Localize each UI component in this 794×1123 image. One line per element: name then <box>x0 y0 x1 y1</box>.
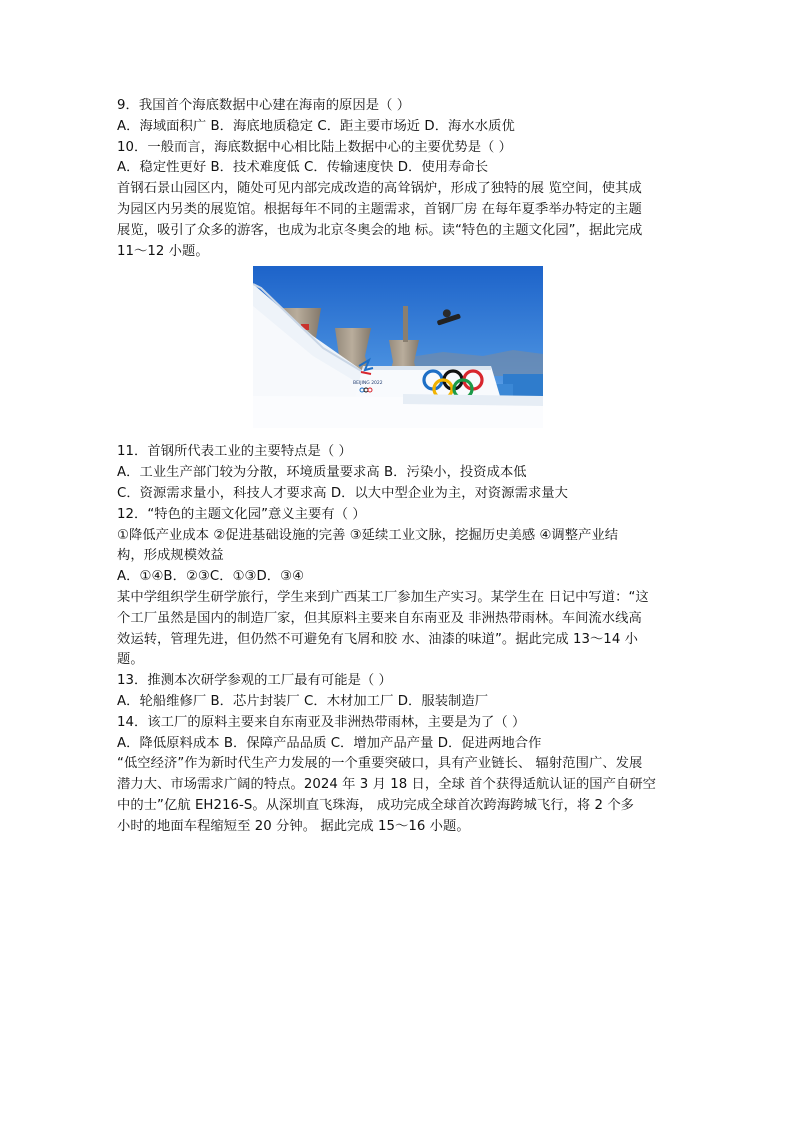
big-air-shougang-photo <box>253 266 543 428</box>
text-line: 个工厂虽然是国内的制造厂家，但其原料主要来自东南亚及 非洲热带雨林。车间流水线高 <box>117 610 642 626</box>
text-line: C．资源需求量小，科技人才要求高 D．以大中型企业为主，对资源需求量大 <box>117 485 568 501</box>
text-line: 构，形成规模效益 <box>117 548 224 564</box>
text-line: A．①④B．②③C．①③D．③④ <box>117 569 305 585</box>
text-line: A．轮船维修厂 B．芯片封装厂 C．木材加工厂 D．服装制造厂 <box>117 693 489 709</box>
text-line: 10．一般而言，海底数据中心相比陆上数据中心的主要优势是（ ） <box>117 139 513 155</box>
text-line: 中的士”亿航 EH216-S。从深圳直飞珠海， 成功完成全球首次跨海跨城飞行，将 2 个多 <box>117 797 635 813</box>
text-line: 小时的地面车程缩短至 20 分钟。 据此完成 15～16 小题。 <box>117 818 470 834</box>
text-line: 效运转，管理先进，但仍然不可避免有飞屑和胶 水、油漆的味道”。据此完成 13～14 小 <box>117 631 638 647</box>
text-line: A．海域面积广 B．海底地质稳定 C．距主要市场近 D．海水水质优 <box>117 118 515 134</box>
text-line: 11．首钢所代表工业的主要特点是（ ） <box>117 444 352 460</box>
photo-container <box>117 266 677 436</box>
text-line: A．降低原料成本 B．保障产品品质 C．增加产品产量 D．促进两地合作 <box>117 735 542 751</box>
text-line: ①降低产业成本 ②促进基础设施的完善 ③延续工业文脉，挖掘历史美感 ④调整产业结 <box>117 527 619 543</box>
emblem-caption: BEIJING 2022 <box>353 381 383 387</box>
text-line: 9．我国首个海底数据中心建在海南的原因是（ ） <box>117 98 411 113</box>
text-line: 为园区内另类的展览馆。根据每年不同的主题需求，首钢厂房 在每年夏季举办特定的主题 <box>117 201 642 217</box>
document-page <box>117 96 677 838</box>
text-line: 潜力大、市场需求广阔的特点。2024 年 3 月 18 日，全球 首个获得适航认证的国产自研空 <box>117 777 657 793</box>
text-line: 11～12 小题。 <box>117 243 209 259</box>
text-line: 12．“特色的主题文化园”意义主要有（ ） <box>117 506 366 522</box>
text-block-before <box>117 96 677 262</box>
text-line: 13．推测本次研学参观的工厂最有可能是（ ） <box>117 673 392 689</box>
text-block-after <box>117 442 677 837</box>
text-line: A．稳定性更好 B．技术难度低 C．传输速度快 D．使用寿命长 <box>117 160 489 176</box>
text-line: 题。 <box>117 652 144 668</box>
text-line: A．工业生产部门较为分散，环境质量要求高 B．污染小，投资成本低 <box>117 465 527 481</box>
text-line: 展览，吸引了众多的游客，也成为北京冬奥会的地 标。读“特色的主题文化园”，据此完成 <box>117 222 643 238</box>
text-line: “低空经济”作为新时代生产力发展的一个重要突破口，具有产业链长、 辐射范围广、发展 <box>117 756 643 772</box>
text-line: 首钢石景山园区内，随处可见内部完成改造的高耸锅炉，形成了独特的展 览空间，使其成 <box>117 181 642 197</box>
text-line: 14．该工厂的原料主要来自东南亚及非洲热带雨林，主要是为了（ ） <box>117 714 526 730</box>
text-line: 某中学组织学生研学旅行，学生来到广西某工厂参加生产实习。某学生在 日记中写道：“这 <box>117 589 649 605</box>
